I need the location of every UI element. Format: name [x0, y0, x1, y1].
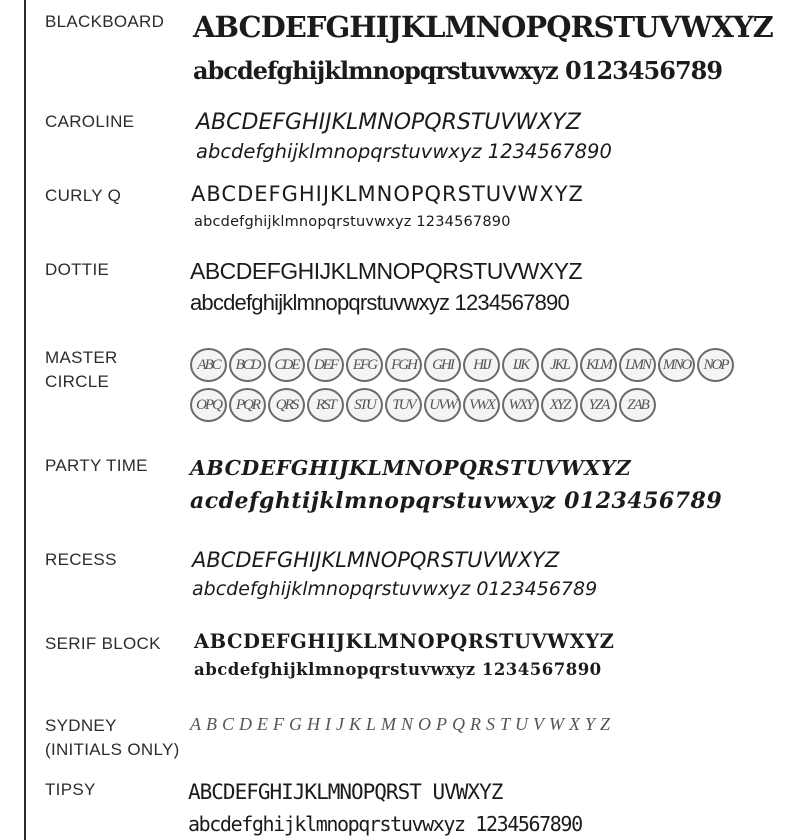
monogram-sample: GHI	[424, 348, 461, 382]
monogram-sample: ABC	[190, 348, 227, 382]
font-sample-uppercase: ABCDEFGHIJKLMNOPQRSTUVWXYZ	[196, 110, 581, 135]
monogram-row-lower	[190, 388, 656, 422]
font-label: BLACKBOARD	[45, 12, 165, 31]
font-label: TIPSY	[45, 780, 96, 799]
monogram-sample: MNO	[658, 348, 695, 382]
font-sample-uppercase: ABCDEFGHIJKLMNOPQRSTUVWXYZ	[194, 630, 615, 653]
monogram-sample: VWX	[463, 388, 500, 422]
monogram-sample: DEF	[307, 348, 344, 382]
font-label: RECESS	[45, 550, 117, 569]
monogram-sample: BCD	[229, 348, 266, 382]
monogram-sample: PQR	[229, 388, 266, 422]
monogram-sample: OPQ	[190, 388, 227, 422]
monogram-sample: STU	[346, 388, 383, 422]
font-label: PARTY TIME	[45, 456, 148, 475]
font-sample-uppercase: ABCDEFGHIJKLMNOPQRSTUVWXYZ	[190, 456, 632, 480]
font-sample-lowercase: abcdefghijklmnopqrstuvwxyz 1234567890	[188, 812, 582, 836]
font-label: CURLY Q	[45, 186, 122, 205]
font-sample-uppercase: ABCDEFGHIJKLMNOPQRSTUVWXYZ	[190, 258, 583, 284]
monogram-sample: XYZ	[541, 388, 578, 422]
font-sample-uppercase: ABCDEFGHIJKLMNOPQRSTUVWXYZ	[192, 548, 560, 572]
monogram-row-upper	[190, 348, 734, 382]
monogram-sample: JKL	[541, 348, 578, 382]
monogram-sample: EFG	[346, 348, 383, 382]
font-label: SYDNEY (INITIALS ONLY)	[45, 716, 180, 759]
font-sample-lowercase: abcdefghijklmnopqrstuvwxyz 1234567890	[190, 290, 569, 315]
font-sample-uppercase: ABCDEFGHIJKLMNOPQRSTUVWXYZ	[191, 182, 584, 206]
monogram-sample: KLM	[580, 348, 617, 382]
font-sample-lowercase: abcdefghijklmnopqrstuvwxyz 1234567890	[196, 140, 612, 163]
font-label: DOTTIE	[45, 260, 110, 279]
monogram-sample: RST	[307, 388, 344, 422]
monogram-sample: QRS	[268, 388, 305, 422]
font-sample-uppercase: ABCDEFGHIJKLMNOPQRST UVWXYZ	[188, 780, 503, 804]
font-sample-uppercase: ABCDEFGHIJKLMNOPQRSTUVWXYZ	[193, 10, 773, 44]
font-sample-lowercase: abcdefghijklmnopqrstuvwxyz 0123456789	[192, 578, 598, 600]
font-label: MASTER CIRCLE	[45, 348, 118, 391]
font-sample-lowercase: abcdefghijklmnopqrstuvwxyz 0123456789	[193, 56, 723, 85]
font-sample-lowercase: abcdefghijklmnopqrstuvwxyz 1234567890	[194, 214, 511, 230]
monogram-sample: LMN	[619, 348, 656, 382]
monogram-sample: FGH	[385, 348, 422, 382]
monogram-sample: NOP	[697, 348, 734, 382]
monogram-sample: TUV	[385, 388, 422, 422]
monogram-sample: HIJ	[463, 348, 500, 382]
monogram-sample: WXY	[502, 388, 539, 422]
font-sample-uppercase: ABCDEFGHIJKLMNOPQRSTUVWXYZ	[190, 714, 615, 734]
monogram-sample: UVW	[424, 388, 461, 422]
monogram-sample: ZAB	[619, 388, 656, 422]
monogram-sample: YZA	[580, 388, 617, 422]
monogram-sample: CDE	[268, 348, 305, 382]
monogram-sample: IJK	[502, 348, 539, 382]
left-border-line	[24, 0, 26, 840]
font-label: CAROLINE	[45, 112, 135, 131]
font-sample-lowercase: acdefghtijklmnopqrstuvwxyz 0123456789	[190, 488, 723, 514]
font-sample-lowercase: abcdefghijklmnopqrstuvwxyz 1234567890	[194, 660, 602, 679]
font-label: SERIF BLOCK	[45, 634, 161, 653]
